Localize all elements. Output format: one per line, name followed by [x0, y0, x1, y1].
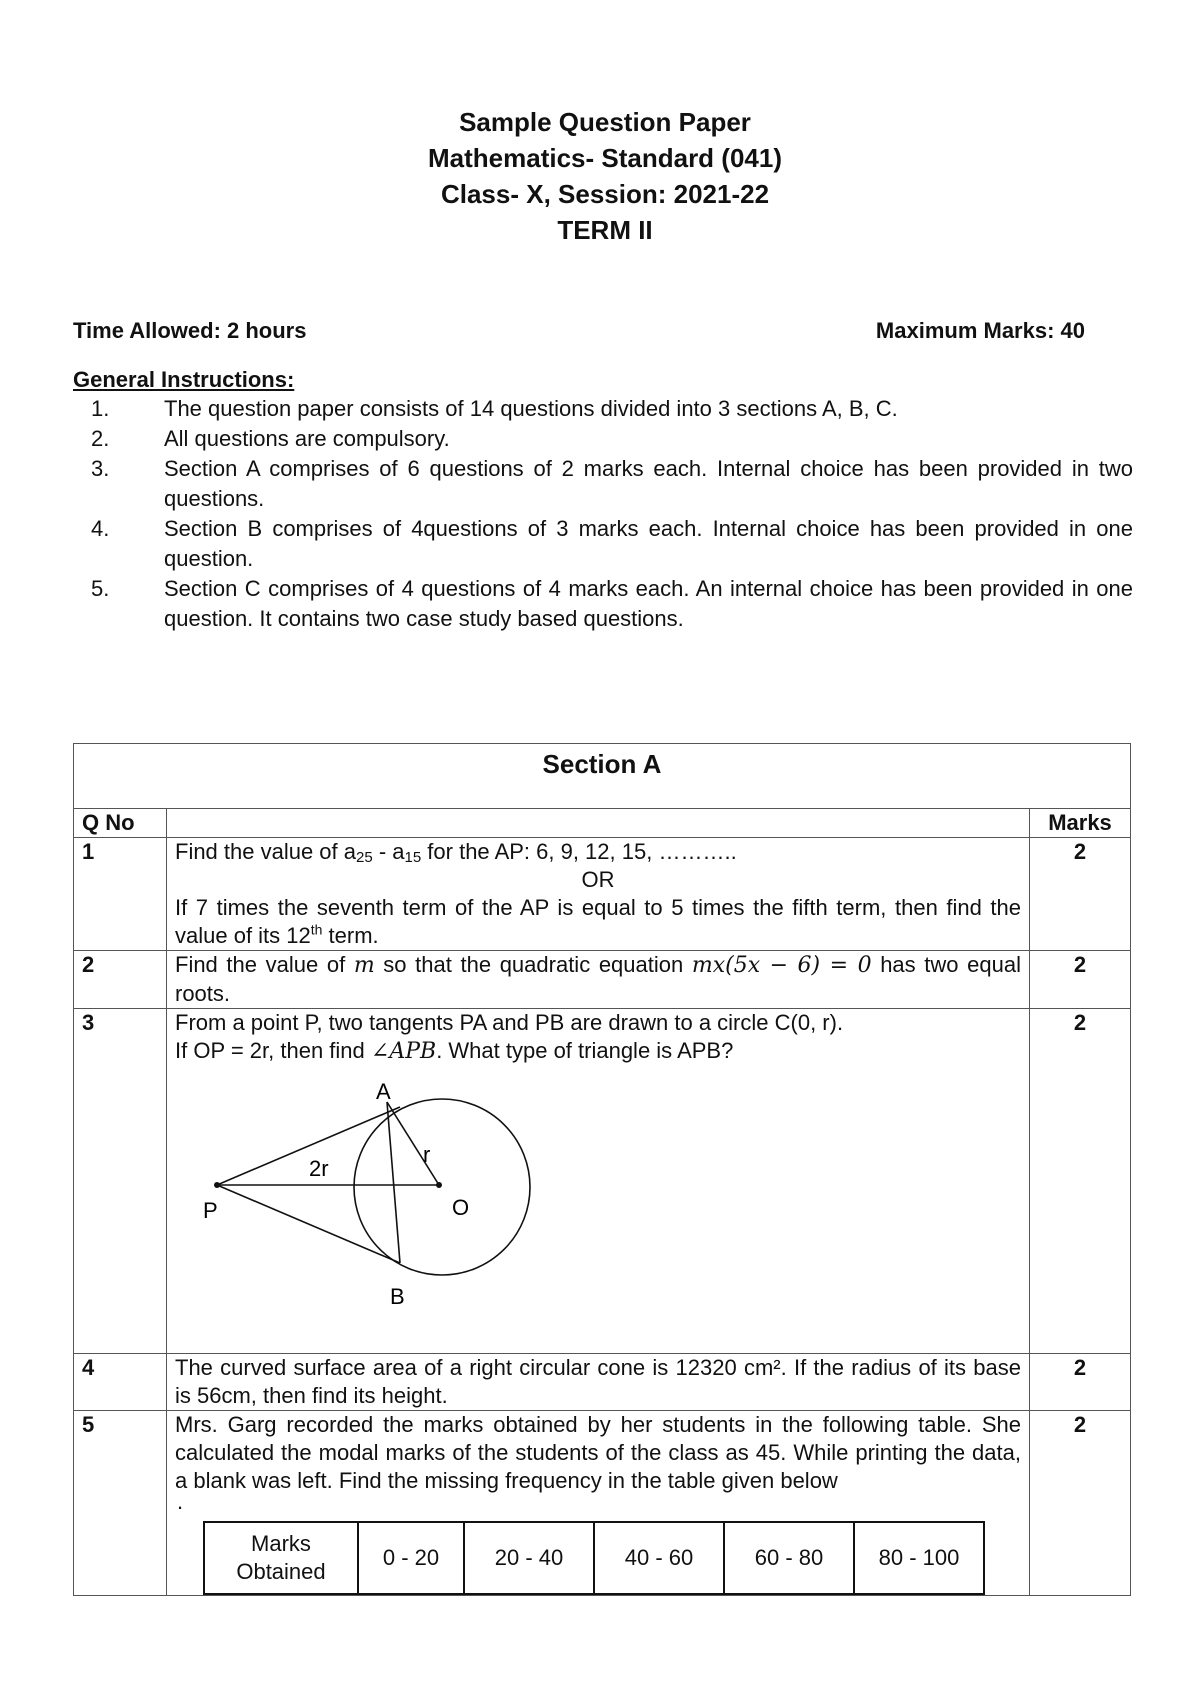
- question-text: [167, 951, 1030, 1009]
- class-interval-cell: 0 - 20: [358, 1522, 464, 1594]
- instruction-text: Section C comprises of 4 questions of 4 marks each. An internal choice has been provided in one question. It contains two case study based questions.: [164, 576, 1133, 631]
- q2-text: Find the value of: [175, 952, 354, 977]
- q2-equation: mx(5x − 6) = 0: [691, 953, 872, 978]
- time-allowed: Time Allowed: 2 hours: [73, 318, 307, 343]
- q1-alternative: [175, 894, 1021, 950]
- radius-oa: [387, 1102, 439, 1185]
- section-title-row: [74, 744, 1131, 809]
- q2-variable: m: [353, 953, 375, 978]
- instruction-text: Section A comprises of 6 questions of 2 marks each. Internal choice has been provided in two questions.: [164, 456, 1133, 511]
- q2-text: so that the quadratic equation: [374, 952, 692, 977]
- qno-header: Q No: [74, 809, 167, 838]
- paper-title: Sample Question Paper: [459, 107, 751, 137]
- question-number: 4: [74, 1354, 167, 1411]
- instruction-text: All questions are compulsory.: [164, 426, 450, 451]
- tangent-pb: [217, 1185, 400, 1263]
- instruction-item: [73, 514, 1133, 574]
- instruction-number: 2.: [91, 426, 110, 451]
- instruction-item: [73, 454, 1133, 514]
- label-r: r: [423, 1142, 431, 1167]
- instructions-title: General Instructions:: [73, 367, 295, 392]
- q5-text: Mrs. Garg recorded the marks obtained by her students in the following table. She calculated the modal marks of the students of the class as 45. While printing the data, a blank was left. Find the missing frequency in the table given below: [175, 1412, 1021, 1493]
- section-a-table: [73, 743, 1131, 1596]
- q1-alt-text: term.: [322, 923, 379, 948]
- instruction-text: The question paper consists of 14 questions divided into 3 sections A, B, C.: [164, 396, 898, 421]
- q1-superscript: th: [310, 921, 323, 938]
- label-b: B: [390, 1284, 405, 1309]
- question-number: 3: [74, 1009, 167, 1354]
- tangent-figure: [187, 1072, 567, 1312]
- q3-text: . What type of triangle is APB?: [436, 1038, 734, 1063]
- question-text: [167, 1411, 1030, 1596]
- q1-text: for the AP: 6, 9, 12, 15, ………..: [421, 839, 737, 864]
- instruction-number: 1.: [91, 396, 110, 421]
- question-number: 2: [74, 951, 167, 1009]
- question-marks: 2: [1030, 1411, 1131, 1596]
- label-o: O: [452, 1195, 470, 1220]
- class-interval-cell: 20 - 40: [464, 1522, 594, 1594]
- instruction-number: 4.: [91, 516, 110, 541]
- paper-class-session: Class- X, Session: 2021-22: [440, 179, 770, 209]
- q1-text: Find the value of a: [175, 839, 357, 864]
- question-text: [167, 838, 1030, 951]
- question-header: [167, 809, 1030, 838]
- table-header-cell: Marks Obtained: [204, 1522, 358, 1594]
- paper-term: TERM II: [557, 215, 653, 245]
- table-row: [204, 1522, 984, 1594]
- instruction-item: [73, 394, 1133, 424]
- question-row-2: [74, 951, 1131, 1009]
- instruction-number: 5.: [91, 576, 110, 601]
- circle: [354, 1099, 530, 1275]
- instruction-item: [73, 424, 1133, 454]
- label-p: P: [203, 1198, 218, 1223]
- question-marks: 2: [1030, 1354, 1131, 1411]
- question-row-1: [74, 838, 1131, 951]
- point-p: [214, 1182, 220, 1188]
- general-instructions: [73, 366, 1133, 634]
- class-interval-cell: 80 - 100: [854, 1522, 984, 1594]
- instruction-text: Section B comprises of 4questions of 3 marks each. Internal choice has been provided in one question.: [164, 516, 1133, 571]
- question-row-3: [74, 1009, 1131, 1354]
- instruction-item: [73, 574, 1133, 634]
- section-title: Section A: [74, 744, 1131, 809]
- paper-subject: Mathematics- Standard (041): [428, 143, 782, 173]
- question-marks: 2: [1030, 951, 1131, 1009]
- q5-dot: .: [177, 1489, 184, 1514]
- class-interval-cell: 60 - 80: [724, 1522, 854, 1594]
- maximum-marks: Maximum Marks: 40: [875, 318, 1085, 343]
- question-marks: 2: [1030, 1009, 1131, 1354]
- question-number: 5: [74, 1411, 167, 1596]
- question-row-4: [74, 1354, 1131, 1411]
- question-marks: 2: [1030, 838, 1131, 951]
- point-o: [436, 1182, 442, 1188]
- q3-line2: [175, 1037, 1021, 1066]
- instructions-list: [73, 394, 1133, 634]
- label-a: A: [376, 1079, 391, 1104]
- q3-angle: ∠APB: [370, 1039, 437, 1064]
- instruction-number: 3.: [91, 456, 110, 481]
- q1-alt-text: If 7 times the seventh term of the AP is equal to 5 times the fifth term, then find the value of its 12: [175, 895, 1021, 948]
- q1-main: [175, 838, 1021, 866]
- class-interval-cell: 40 - 60: [594, 1522, 724, 1594]
- q3-line1: From a point P, two tangents PA and PB are drawn to a circle C(0, r).: [175, 1010, 844, 1035]
- chord-ab: [387, 1102, 400, 1263]
- q1-subscript: 25: [356, 849, 373, 866]
- q3-text: If OP = 2r, then find: [175, 1038, 371, 1063]
- question-number: 1: [74, 838, 167, 951]
- or-separator: OR: [581, 867, 615, 892]
- table-header-row: [74, 809, 1131, 838]
- q2-text: has two equal roots.: [175, 952, 1021, 1006]
- question-text: The curved surface area of a right circular cone is 12320 cm². If the radius of its base is 56cm, then find its height.: [167, 1354, 1030, 1411]
- paper-header: [0, 104, 1200, 248]
- q1-text: - a: [372, 839, 405, 864]
- question-text: [167, 1009, 1030, 1354]
- label-2r: 2r: [309, 1156, 329, 1181]
- frequency-table: [203, 1521, 985, 1595]
- marks-header: Marks: [1030, 809, 1131, 838]
- paper-meta: [73, 318, 1085, 344]
- q1-subscript: 15: [404, 849, 422, 866]
- question-row-5: [74, 1411, 1131, 1596]
